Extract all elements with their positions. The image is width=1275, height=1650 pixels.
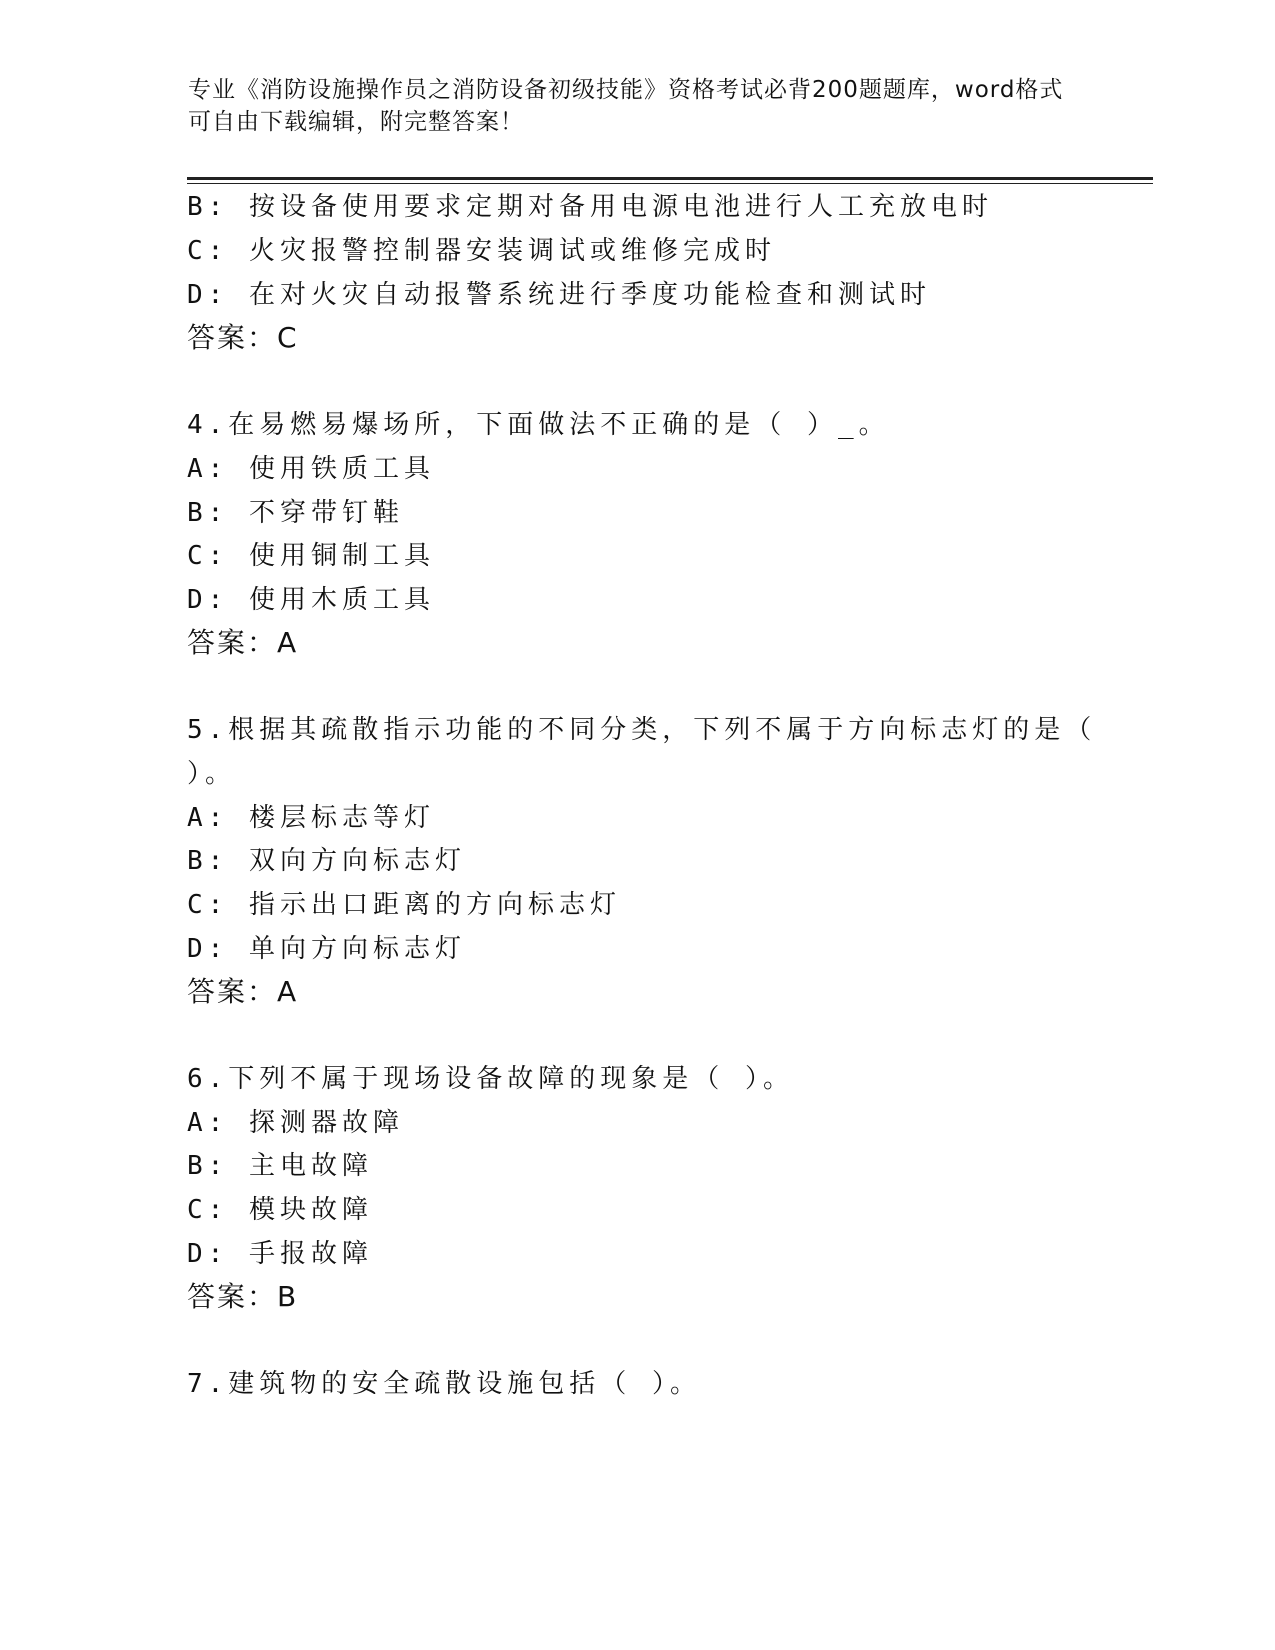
header-divider-thin (187, 183, 1153, 184)
q5-answer: 答案：A (187, 975, 299, 1008)
q3-option-c: C: 火灾报警控制器安装调试或维修完成时 (187, 236, 776, 266)
q6-option-c: C: 模块故障 (187, 1195, 373, 1225)
q5-option-a: A: 楼层标志等灯 (187, 803, 435, 833)
q5-stem-line2: ）。 (187, 759, 237, 789)
document-header: 专业《消防设施操作员之消防设备初级技能》资格考试必背200题题库，word格式可自由下载编辑，附完整答案！ (188, 77, 1064, 135)
q6-option-b: B: 主电故障 (187, 1151, 373, 1181)
q5-stem-line1: 5.根据其疏散指示功能的不同分类，下列不属于方向标志灯的是（ (187, 715, 1097, 745)
q4-option-b: B: 不穿带钉鞋 (187, 498, 404, 528)
q6-answer: 答案：B (187, 1280, 299, 1313)
q5-option-c: C: 指示出口距离的方向标志灯 (187, 890, 621, 920)
q6-option-d: D: 手报故障 (187, 1239, 373, 1269)
q5-option-d: D: 单向方向标志灯 (187, 934, 466, 964)
q4-option-d: D: 使用木质工具 (187, 585, 435, 615)
q3-answer: 答案：C (187, 321, 299, 354)
q4-stem: 4.在易燃易爆场所，下面做法不正确的是（ ）_。 (187, 410, 890, 440)
q4-option-c: C: 使用铜制工具 (187, 541, 435, 571)
q6-option-a: A: 探测器故障 (187, 1108, 404, 1138)
q5-option-b: B: 双向方向标志灯 (187, 846, 466, 876)
q3-option-d: D: 在对火灾自动报警系统进行季度功能检查和测试时 (187, 280, 931, 310)
q4-answer: 答案：A (187, 626, 299, 659)
q3-option-b: B: 按设备使用要求定期对备用电源电池进行人工充放电时 (187, 192, 993, 222)
q6-stem: 6.下列不属于现场设备故障的现象是（ ）。 (187, 1064, 794, 1094)
q4-option-a: A: 使用铁质工具 (187, 454, 435, 484)
header-divider-thick (187, 177, 1153, 180)
q7-stem: 7.建筑物的安全疏散设施包括（ ）。 (187, 1369, 701, 1399)
